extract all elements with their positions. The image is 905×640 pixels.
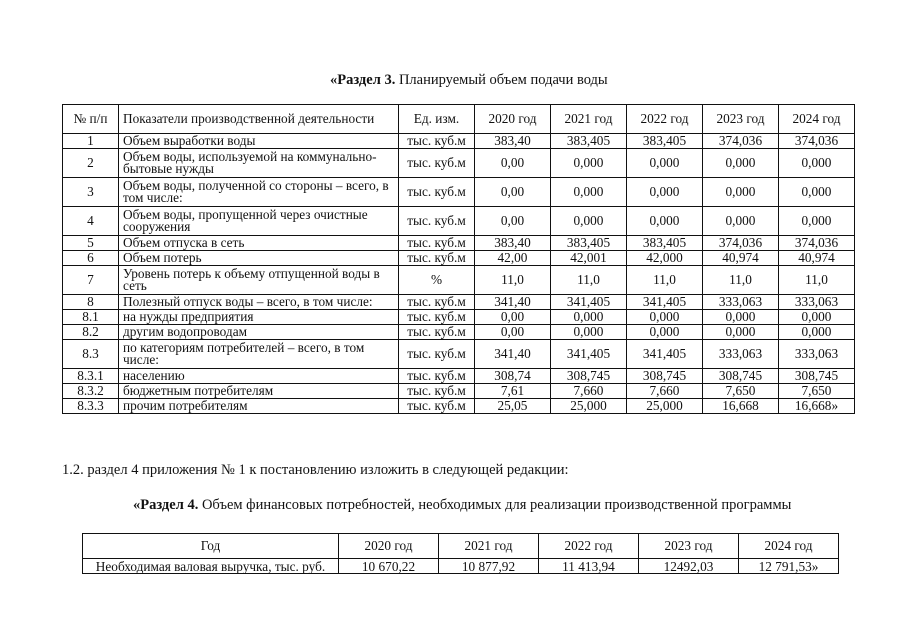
header-year-label: Год <box>83 534 339 559</box>
row-value-2020: 383,40 <box>475 134 551 149</box>
row-value-2022: 7,660 <box>627 384 703 399</box>
table-row <box>63 134 855 149</box>
row-value-2020: 0,00 <box>475 325 551 340</box>
row-value-2021: 308,745 <box>551 369 627 384</box>
row-value-2021: 11,0 <box>551 266 627 295</box>
row-indicator: Объем воды, пропущенной через очистные сооружения <box>119 207 399 236</box>
row-value-2023: 11,0 <box>703 266 779 295</box>
planned-water-supply-table <box>62 104 855 414</box>
table-row <box>63 399 855 414</box>
section3-title-bold: «Раздел 3. <box>330 72 396 88</box>
row-indicator: бюджетным потребителям <box>119 384 399 399</box>
row-number: 1 <box>63 134 119 149</box>
table-row <box>63 310 855 325</box>
row-number: 8.3.2 <box>63 384 119 399</box>
row-value-2023: 0,000 <box>703 149 779 178</box>
row-unit: тыс. куб.м <box>399 310 475 325</box>
table-header-row <box>83 534 839 559</box>
row-unit: тыс. куб.м <box>399 251 475 266</box>
row-value-2023: 12492,03 <box>639 559 739 574</box>
table-header-row <box>63 105 855 134</box>
row-value-2022: 0,000 <box>627 310 703 325</box>
row-value-2021: 0,000 <box>551 310 627 325</box>
row-value-2024: 333,063 <box>779 295 855 310</box>
row-indicator: другим водопроводам <box>119 325 399 340</box>
row-value-2024: 0,000 <box>779 178 855 207</box>
row-value-2023: 40,974 <box>703 251 779 266</box>
row-value-2024: 0,000 <box>779 207 855 236</box>
row-value-2022: 11 413,94 <box>539 559 639 574</box>
row-value-2020: 341,40 <box>475 295 551 310</box>
row-value-2023: 0,000 <box>703 325 779 340</box>
header-year-2021: 2021 год <box>439 534 539 559</box>
row-value-2023: 333,063 <box>703 295 779 310</box>
table-row <box>63 236 855 251</box>
header-unit: Ед. изм. <box>399 105 475 134</box>
row-indicator: Полезный отпуск воды – всего, в том числе: <box>119 295 399 310</box>
row-number: 2 <box>63 149 119 178</box>
row-number: 6 <box>63 251 119 266</box>
row-value-2022: 0,000 <box>627 178 703 207</box>
row-value-2024: 0,000 <box>779 149 855 178</box>
table-row <box>63 340 855 369</box>
financial-needs-table <box>82 533 839 574</box>
row-value-2021: 0,000 <box>551 207 627 236</box>
row-value-2024: 0,000 <box>779 325 855 340</box>
row-unit: тыс. куб.м <box>399 399 475 414</box>
header-year-2020: 2020 год <box>339 534 439 559</box>
table-row <box>63 266 855 295</box>
row-unit: тыс. куб.м <box>399 325 475 340</box>
table-row <box>63 295 855 310</box>
row-value-2020: 341,40 <box>475 340 551 369</box>
row-value-2022: 0,000 <box>627 207 703 236</box>
table-row <box>63 251 855 266</box>
row-value-2024: 0,000 <box>779 310 855 325</box>
row-value-2020: 7,61 <box>475 384 551 399</box>
row-value-2022: 42,000 <box>627 251 703 266</box>
row-value-2021: 341,405 <box>551 340 627 369</box>
header-year-2024: 2024 год <box>739 534 839 559</box>
header-indicator: Показатели производственной деятельности <box>119 105 399 134</box>
row-value-2020: 10 670,22 <box>339 559 439 574</box>
row-value-2020: 0,00 <box>475 178 551 207</box>
row-value-2024: 12 791,53» <box>739 559 839 574</box>
row-value-2022: 11,0 <box>627 266 703 295</box>
row-unit: тыс. куб.м <box>399 149 475 178</box>
row-indicator: прочим потребителям <box>119 399 399 414</box>
row-value-2023: 0,000 <box>703 310 779 325</box>
row-value-2021: 383,405 <box>551 134 627 149</box>
row-number: 3 <box>63 178 119 207</box>
row-value-2022: 0,000 <box>627 325 703 340</box>
row-value-2020: 383,40 <box>475 236 551 251</box>
row-value-2024: 7,650 <box>779 384 855 399</box>
row-unit: тыс. куб.м <box>399 369 475 384</box>
header-year-2023: 2023 год <box>639 534 739 559</box>
row-number: 8.1 <box>63 310 119 325</box>
amendment-note: 1.2. раздел 4 приложения № 1 к постановлению изложить в следующей редакции: <box>62 462 569 478</box>
row-value-2021: 25,000 <box>551 399 627 414</box>
row-value-2021: 7,660 <box>551 384 627 399</box>
row-value-2021: 10 877,92 <box>439 559 539 574</box>
row-value-2021: 0,000 <box>551 149 627 178</box>
row-value-2024: 333,063 <box>779 340 855 369</box>
row-value-2023: 374,036 <box>703 134 779 149</box>
row-number: 8.3.3 <box>63 399 119 414</box>
row-unit: тыс. куб.м <box>399 178 475 207</box>
row-unit: тыс. куб.м <box>399 295 475 310</box>
row-unit: % <box>399 266 475 295</box>
header-year-2020: 2020 год <box>475 105 551 134</box>
row-value-2023: 333,063 <box>703 340 779 369</box>
row-value-2022: 341,405 <box>627 295 703 310</box>
table-row <box>63 149 855 178</box>
row-unit: тыс. куб.м <box>399 207 475 236</box>
row-number: 8.3 <box>63 340 119 369</box>
header-no: № п/п <box>63 105 119 134</box>
row-value-2020: 0,00 <box>475 207 551 236</box>
row-indicator: на нужды предприятия <box>119 310 399 325</box>
row-value-2022: 341,405 <box>627 340 703 369</box>
row-value-2023: 16,668 <box>703 399 779 414</box>
section4-title <box>133 497 791 514</box>
row-indicator: населению <box>119 369 399 384</box>
header-year-2022: 2022 год <box>627 105 703 134</box>
table-row <box>63 178 855 207</box>
row-value-2020: 25,05 <box>475 399 551 414</box>
row-number: 8 <box>63 295 119 310</box>
row-value-2020: 0,00 <box>475 149 551 178</box>
row-indicator: Объем отпуска в сеть <box>119 236 399 251</box>
section4-title-rest: Объем финансовых потребностей, необходимых для реализации производственной программы <box>198 497 792 513</box>
row-value-2021: 0,000 <box>551 178 627 207</box>
table-row <box>63 384 855 399</box>
row-value-2021: 0,000 <box>551 325 627 340</box>
row-indicator: по категориям потребителей – всего, в том числе: <box>119 340 399 369</box>
table-row <box>83 559 839 574</box>
row-value-2020: 42,00 <box>475 251 551 266</box>
row-indicator: Уровень потерь к объему отпущенной воды в сеть <box>119 266 399 295</box>
row-unit: тыс. куб.м <box>399 340 475 369</box>
row-value-2020: 11,0 <box>475 266 551 295</box>
row-indicator: Объем воды, полученной со стороны – всего, в том числе: <box>119 178 399 207</box>
section3-title <box>330 72 750 89</box>
row-number: 8.3.1 <box>63 369 119 384</box>
table-row <box>63 325 855 340</box>
row-value-2023: 0,000 <box>703 178 779 207</box>
row-value-2022: 25,000 <box>627 399 703 414</box>
row-value-2022: 0,000 <box>627 149 703 178</box>
header-year-2023: 2023 год <box>703 105 779 134</box>
row-value-2024: 374,036 <box>779 236 855 251</box>
row-value-2024: 16,668» <box>779 399 855 414</box>
row-indicator: Объем потерь <box>119 251 399 266</box>
row-unit: тыс. куб.м <box>399 384 475 399</box>
row-value-2024: 374,036 <box>779 134 855 149</box>
row-value-2024: 11,0 <box>779 266 855 295</box>
row-value-2021: 42,001 <box>551 251 627 266</box>
row-value-2023: 7,650 <box>703 384 779 399</box>
row-value-2022: 383,405 <box>627 236 703 251</box>
table-row <box>63 369 855 384</box>
row-number: 4 <box>63 207 119 236</box>
section3-title-rest: Планируемый объем подачи воды <box>395 72 608 88</box>
row-value-2020: 0,00 <box>475 310 551 325</box>
header-year-2022: 2022 год <box>539 534 639 559</box>
row-number: 7 <box>63 266 119 295</box>
row-value-2023: 374,036 <box>703 236 779 251</box>
table-row <box>63 207 855 236</box>
row-indicator: Объем выработки воды <box>119 134 399 149</box>
row-value-2021: 383,405 <box>551 236 627 251</box>
row-label: Необходимая валовая выручка, тыс. руб. <box>83 559 339 574</box>
row-value-2022: 383,405 <box>627 134 703 149</box>
row-number: 5 <box>63 236 119 251</box>
row-value-2020: 308,74 <box>475 369 551 384</box>
row-value-2022: 308,745 <box>627 369 703 384</box>
header-year-2024: 2024 год <box>779 105 855 134</box>
header-year-2021: 2021 год <box>551 105 627 134</box>
row-value-2024: 308,745 <box>779 369 855 384</box>
row-number: 8.2 <box>63 325 119 340</box>
section4-title-bold: «Раздел 4. <box>133 497 199 513</box>
row-unit: тыс. куб.м <box>399 134 475 149</box>
row-indicator: Объем воды, используемой на коммунально-бытовые нужды <box>119 149 399 178</box>
row-value-2023: 308,745 <box>703 369 779 384</box>
row-value-2021: 341,405 <box>551 295 627 310</box>
row-value-2024: 40,974 <box>779 251 855 266</box>
row-unit: тыс. куб.м <box>399 236 475 251</box>
row-value-2023: 0,000 <box>703 207 779 236</box>
